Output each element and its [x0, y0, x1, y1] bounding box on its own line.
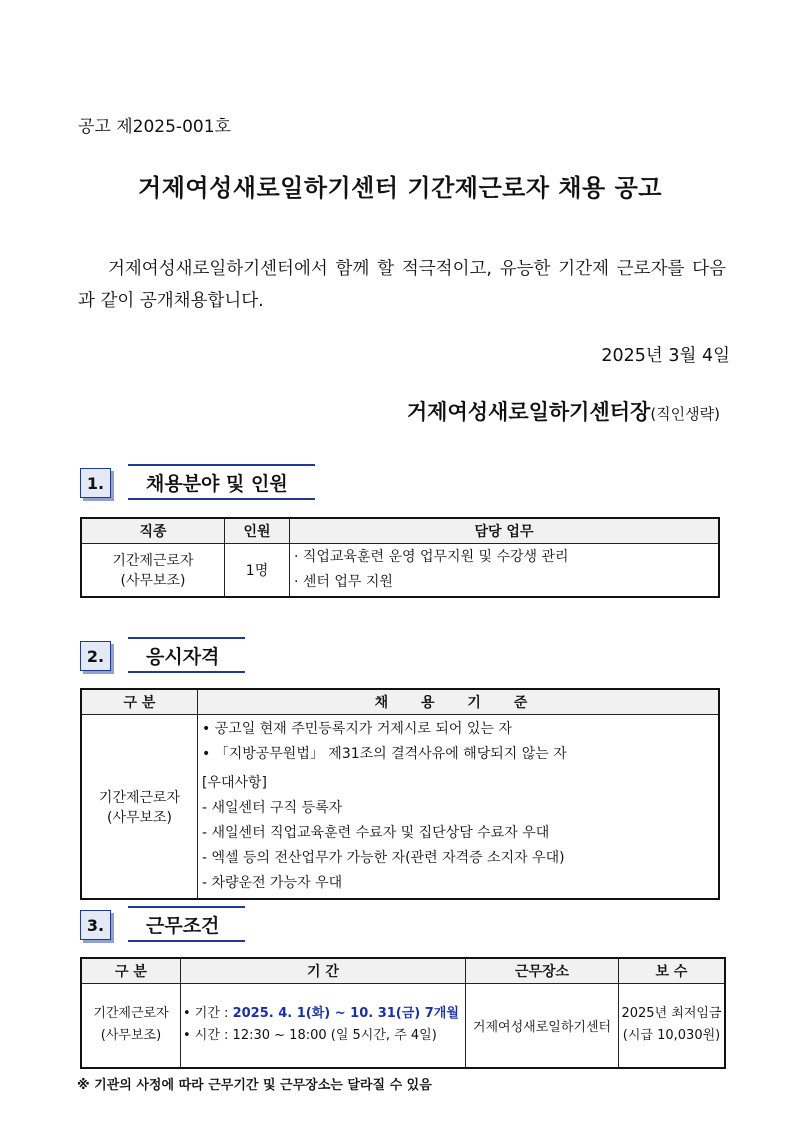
section-number: 2.	[80, 641, 111, 671]
section-title: 응시자격	[128, 637, 245, 673]
intro-text: 거제여성새로일하기센터에서 함께 할 적극적이고, 유능한 기간제 근로자를 다음과 같이 공개채용합니다.	[78, 259, 726, 311]
job-title: 기간제근로자	[112, 553, 194, 569]
preference-title: [우대사항]	[202, 775, 268, 791]
issuer-name: 거제여성새로일하기센터장	[406, 400, 651, 424]
section-number: 1.	[80, 468, 111, 498]
period-label: • 기간 :	[183, 1006, 233, 1022]
job-cell	[81, 715, 198, 900]
duty-item: · 직업교육훈련 운영 업무지원 및 수강생 관리	[294, 549, 569, 565]
criteria-cell	[198, 715, 720, 900]
work-location: 거제여성새로일하기센터	[466, 984, 619, 1068]
table-header: 담당 업무	[290, 518, 720, 544]
headcount: 1명	[225, 544, 290, 598]
seal-note: (직인생략)	[650, 405, 720, 423]
table-header: 인원	[225, 518, 290, 544]
table-header: 기 간	[181, 958, 466, 984]
table-header: 근무장소	[466, 958, 619, 984]
period-cell	[181, 984, 466, 1068]
requirement-item: • 공고일 현재 주민등록지가 거제시로 되어 있는 자	[202, 721, 512, 737]
qualification-table	[80, 688, 720, 900]
footnote: ※ 기관의 사정에 따라 근무기간 및 근무장소는 달라질 수 있음	[77, 1078, 432, 1093]
job-subtitle: (사무보조)	[106, 809, 173, 826]
duties-cell	[290, 544, 720, 598]
table-row	[81, 984, 725, 1068]
job-title: 기간제근로자	[98, 789, 181, 806]
section-2-heading	[80, 637, 245, 675]
job-subtitle: (사무보조)	[100, 1028, 162, 1044]
pay-basis: 2025년 최저임금	[621, 1006, 722, 1022]
preference-item: - 엑셀 등의 전산업무가 가능한 자(관련 자격증 소지자 우대)	[202, 850, 565, 866]
job-cell	[81, 544, 225, 598]
preference-item: - 새일센터 구직 등록자	[202, 800, 343, 816]
table-header: 구 분	[81, 689, 198, 715]
recruitment-table	[80, 517, 720, 598]
section-title: 근무조건	[128, 906, 245, 942]
job-subtitle: (사무보조)	[120, 573, 186, 589]
section-title: 채용분야 및 인원	[128, 464, 315, 500]
table-row	[81, 544, 719, 598]
work-conditions-table	[80, 957, 726, 1069]
pay-rate: (시급 10,030원)	[622, 1028, 721, 1044]
preference-item: - 새일센터 직업교육훈련 수료자 및 집단상담 수료자 우대	[202, 825, 550, 841]
section-1-heading	[80, 464, 315, 502]
pay-cell	[619, 984, 726, 1068]
page-title: 거제여성새로일하기센터 기간제근로자 채용 공고	[138, 174, 662, 202]
section-3-heading	[80, 906, 245, 944]
job-title: 기간제근로자	[93, 1006, 169, 1022]
table-header: 채 용 기 준	[198, 689, 720, 715]
table-header: 구 분	[81, 958, 181, 984]
period-value: 2025. 4. 1(화) ~ 10. 31(금) 7개월	[232, 1006, 459, 1022]
preference-item: - 차량운전 가능자 우대	[202, 875, 343, 891]
issuer	[407, 396, 720, 426]
table-header: 직종	[81, 518, 225, 544]
work-hours: • 시간 : 12:30 ~ 18:00 (일 5시간, 주 4일)	[183, 1028, 437, 1044]
notice-date: 2025년 3월 4일	[601, 346, 730, 366]
section-number: 3.	[80, 910, 111, 940]
requirement-item: • 「지방공무원법」 제31조의 결격사유에 해당되지 않는 자	[202, 746, 567, 762]
table-row	[81, 715, 719, 900]
intro-paragraph	[78, 253, 726, 317]
job-cell	[81, 984, 181, 1068]
notice-number: 공고 제2025-001호	[78, 117, 231, 137]
table-header: 보 수	[619, 958, 726, 984]
duty-item: · 센터 업무 지원	[294, 574, 393, 590]
